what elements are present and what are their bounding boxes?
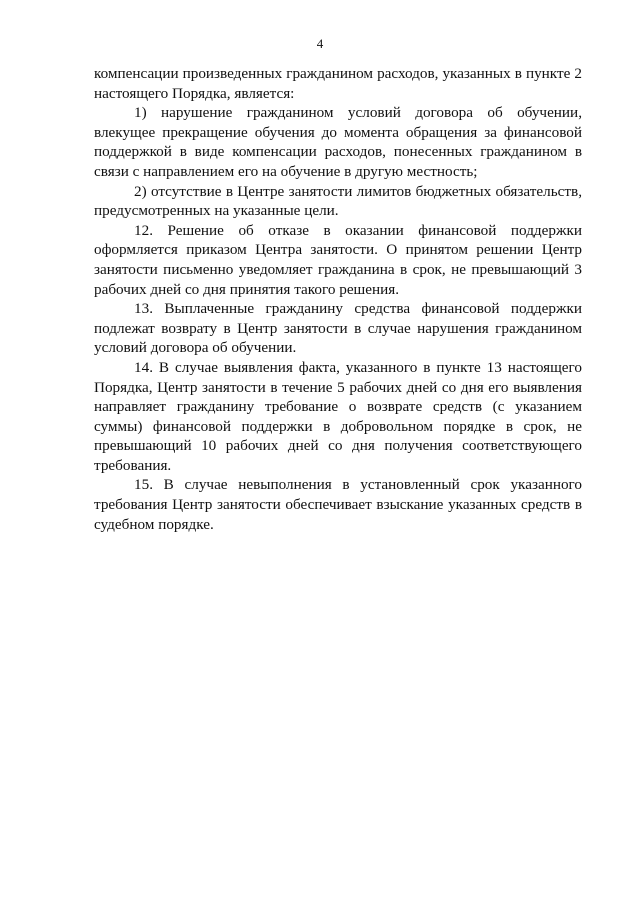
page-number: 4	[316, 36, 324, 51]
document-body	[94, 64, 582, 534]
paragraph-continuation: компенсации произведенных гражданином расходов, указанных в пункте 2 настоящего Порядка, является:	[94, 65, 582, 102]
paragraph-14: 14. В случае выявления факта, указанного в пункте 13 настоящего Порядка, Центр занятости в течение 5 рабочих дней со дня его выявления направляет гражданину требование о возврате средств (с указанием суммы) финансовой поддержки в добровольном порядке в срок, не превышающий 10 рабочих дней со дня получения соответствующего требования.	[94, 358, 582, 474]
paragraph-12: 12. Решение об отказе в оказании финансовой поддержки оформляется приказом Центра занятости. О принятом решении Центр занятости письменно уведомляет гражданина в срок, не превышающий 3 рабочих дней со дня принятия такого решения.	[94, 221, 582, 298]
paragraph-item-2: 2) отсутствие в Центре занятости лимитов бюджетных обязательств, предусмотренных на указанные цели.	[94, 182, 582, 220]
paragraph-15: 15. В случае невыполнения в установленный срок указанного требования Центр занятости обеспечивает взыскание указанных средств в судебном порядке.	[94, 476, 582, 533]
paragraph-item-1: 1) нарушение гражданином условий договора об обучении, влекущее прекращение обучения до момента обращения за финансовой поддержкой в виде компенсации расходов, понесенных гражданином в связи с направлением его на обучение в другую местность;	[94, 104, 582, 180]
paragraph-13: 13. Выплаченные гражданину средства финансовой поддержки подлежат возврату в Центр занятости в случае нарушения гражданином условий договора об обучении.	[94, 300, 582, 357]
